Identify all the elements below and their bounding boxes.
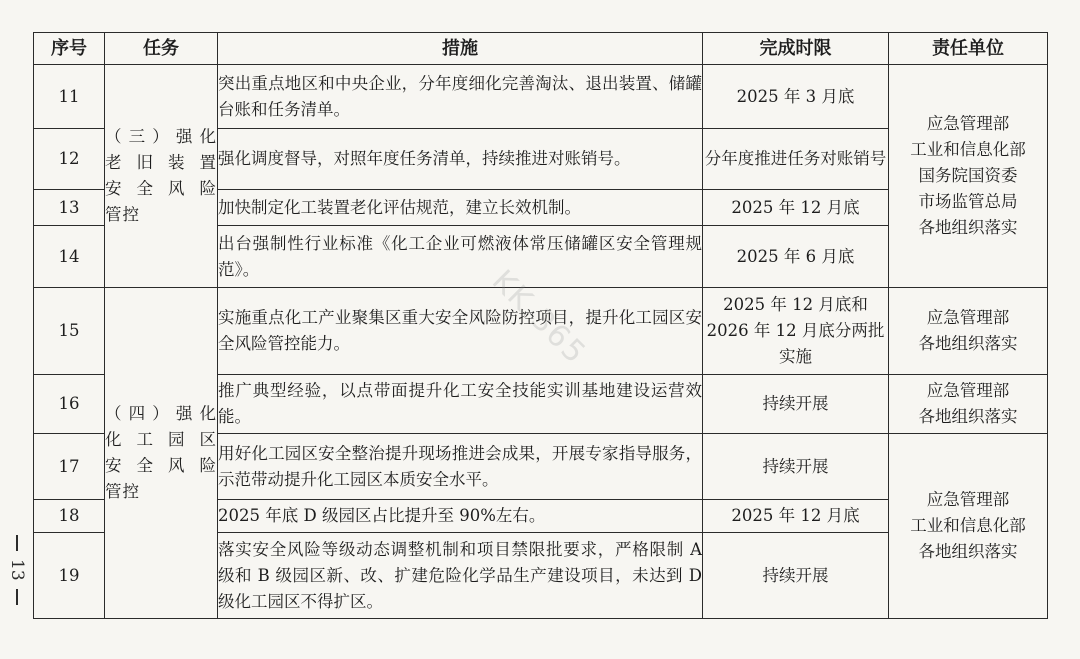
- measure-cell: 突出重点地区和中央企业，分年度细化完善淘汰、退出装置、储罐台账和任务清单。: [218, 65, 703, 129]
- row-number: 13: [34, 190, 105, 226]
- row-number: 11: [34, 65, 105, 129]
- page-number-margin: [6, 535, 28, 605]
- row-number: 14: [34, 226, 105, 288]
- header-deadline: 完成时限: [703, 33, 889, 65]
- task-line: （四）强化: [105, 404, 217, 423]
- task-line: 老旧装置: [105, 153, 217, 172]
- row-number: 17: [34, 434, 105, 500]
- unit-line: 各地组织落实: [918, 334, 1018, 353]
- unit-line: 应急管理部: [926, 381, 1010, 400]
- page-number-dash: [16, 589, 18, 605]
- unit-line: 各地组织落实: [918, 407, 1018, 426]
- deadline-cell: 持续开展: [703, 375, 889, 434]
- unit-cell-group1: [889, 65, 1048, 288]
- watermark-text: KK 365: [484, 263, 594, 372]
- task-line: 安全风险: [105, 179, 217, 198]
- row-number: 15: [34, 288, 105, 375]
- task-line: （三）强化: [105, 127, 217, 146]
- deadline-cell: 2025 年 12 月底和 2026 年 12 月底分两批实施: [703, 288, 889, 375]
- unit-cell-group4: [889, 434, 1048, 619]
- unit-line: 各地组织落实: [918, 218, 1018, 237]
- row-number: 18: [34, 500, 105, 533]
- deadline-cell: 2025 年 3 月底: [703, 65, 889, 129]
- table-row: [34, 288, 1048, 375]
- unit-line: 市场监管总局: [918, 192, 1018, 211]
- measure-cell: 出台强制性行业标准《化工企业可燃液体常压储罐区安全管理规范》。: [218, 226, 703, 288]
- measure-cell: 强化调度督导，对照年度任务清单，持续推进对账销号。: [218, 129, 703, 190]
- unit-line: 工业和信息化部: [910, 516, 1026, 535]
- deadline-cell: 2025 年 12 月底: [703, 190, 889, 226]
- row-number: 12: [34, 129, 105, 190]
- unit-line: 应急管理部: [926, 114, 1010, 133]
- unit-line: 工业和信息化部: [910, 140, 1026, 159]
- task-cell-3: [105, 65, 218, 288]
- task-line: 管控: [105, 482, 140, 501]
- measure-cell: 加快制定化工装置老化评估规范，建立长效机制。: [218, 190, 703, 226]
- task-line: 安全风险: [105, 456, 217, 475]
- deadline-cell: 持续开展: [703, 533, 889, 619]
- header-task: 任务: [105, 33, 218, 65]
- unit-cell-group3: [889, 375, 1048, 434]
- header-row: [34, 33, 1048, 65]
- row-number: 16: [34, 375, 105, 434]
- row-number: 19: [34, 533, 105, 619]
- deadline-cell: 分年度推进任务对账销号: [703, 129, 889, 190]
- deadline-cell: 2025 年 12 月底: [703, 500, 889, 533]
- header-unit: 责任单位: [889, 33, 1048, 65]
- header-seq: 序号: [34, 33, 105, 65]
- measure-cell: 2025 年底 D 级园区占比提升至 90%左右。: [218, 500, 703, 533]
- unit-line: 应急管理部: [926, 490, 1010, 509]
- unit-line: 应急管理部: [926, 308, 1010, 327]
- unit-cell-group2: [889, 288, 1048, 375]
- unit-line: 各地组织落实: [918, 542, 1018, 561]
- measures-table: [33, 32, 1048, 619]
- measure-cell: 用好化工园区安全整治提升现场推进会成果，开展专家指导服务，示范带动提升化工园区本质安全水平。: [218, 434, 703, 500]
- task-cell-4: [105, 288, 218, 619]
- task-line: 化工园区: [105, 430, 217, 449]
- table-row: [34, 65, 1048, 129]
- page-number: 13: [7, 559, 27, 581]
- deadline-cell: 2025 年 6 月底: [703, 226, 889, 288]
- unit-line: 国务院国资委: [918, 166, 1018, 185]
- deadline-cell: 持续开展: [703, 434, 889, 500]
- header-measure: 措施: [218, 33, 703, 65]
- measure-cell: 推广典型经验，以点带面提升化工安全技能实训基地建设运营效能。: [218, 375, 703, 434]
- measure-cell: 实施重点化工产业聚集区重大安全风险防控项目，提升化工园区安全风险管控能力。: [218, 288, 703, 375]
- measure-cell: 落实安全风险等级动态调整机制和项目禁限批要求，严格限制 A 级和 B 级园区新、改、扩建危险化学品生产建设项目，未达到 D 级化工园区不得扩区。: [218, 533, 703, 619]
- page-number-dash: [16, 535, 18, 551]
- task-line: 管控: [105, 205, 140, 224]
